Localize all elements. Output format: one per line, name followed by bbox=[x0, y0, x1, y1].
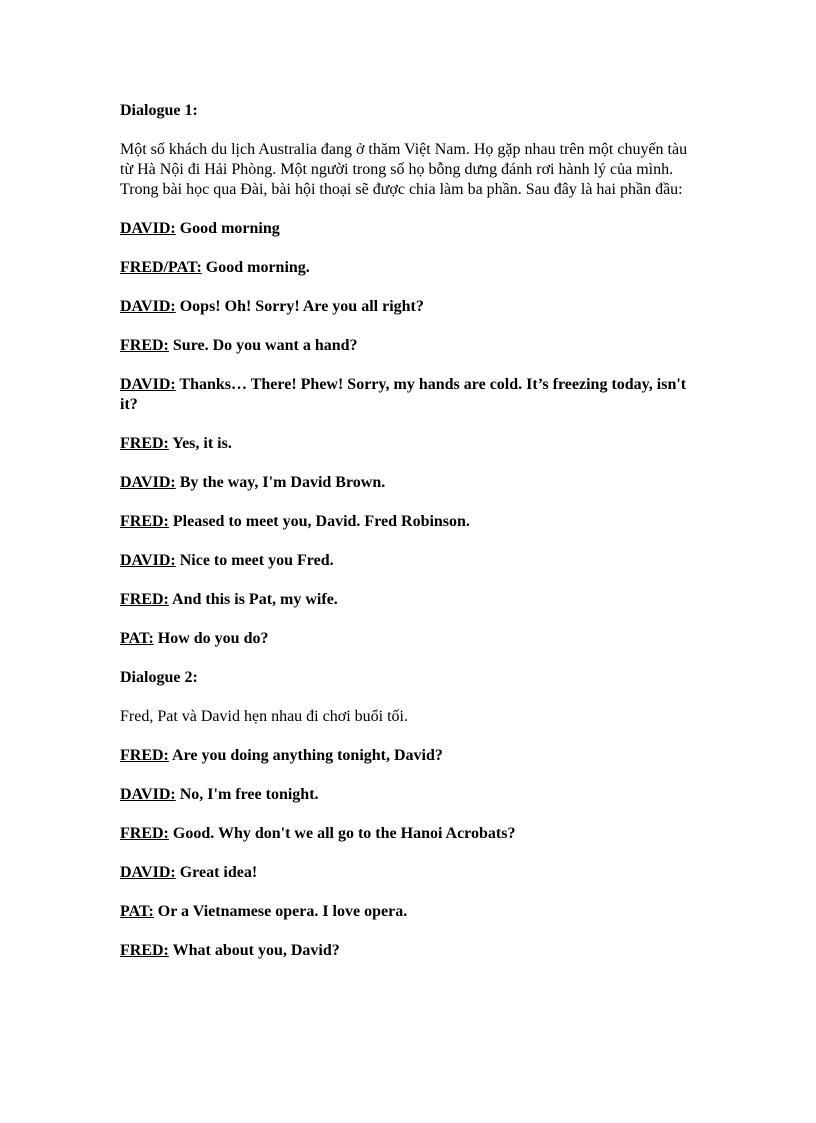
speaker-label: FRED: bbox=[120, 591, 169, 608]
dialogue-2-intro: Fred, Pat và David hẹn nhau đi chơi buổi tối. bbox=[120, 708, 408, 725]
line-text: Thanks… There! Phew! Sorry, my hands are cold. It’s freezing today, isn't it? bbox=[120, 376, 687, 413]
line-text: By the way, I'm David Brown. bbox=[175, 474, 386, 491]
dialogue-line bbox=[120, 551, 698, 571]
speaker-label: DAVID: bbox=[120, 786, 176, 803]
speaker-label: FRED: bbox=[120, 825, 169, 842]
speaker-label: FRED/PAT: bbox=[120, 259, 202, 276]
dialogue-2-heading: Dialogue 2: bbox=[120, 669, 198, 686]
dialogue-line bbox=[120, 941, 698, 961]
dialogue-line bbox=[120, 785, 698, 805]
dialogue-line bbox=[120, 336, 698, 356]
speaker-label: DAVID: bbox=[120, 298, 176, 315]
line-text: Yes, it is. bbox=[168, 435, 232, 452]
line-text: What about you, David? bbox=[168, 942, 340, 959]
dialogue-line bbox=[120, 824, 698, 844]
dialogue-line bbox=[120, 258, 698, 278]
line-text: Good. Why don't we all go to the Hanoi Acrobats? bbox=[168, 825, 516, 842]
dialogue-line bbox=[120, 375, 698, 415]
line-text: Oops! Oh! Sorry! Are you all right? bbox=[175, 298, 424, 315]
speaker-label: DAVID: bbox=[120, 474, 176, 491]
speaker-label: FRED: bbox=[120, 513, 169, 530]
dialogue-line bbox=[120, 746, 698, 766]
line-text: Are you doing anything tonight, David? bbox=[168, 747, 443, 764]
dialogue-line bbox=[120, 473, 698, 493]
dialogue-line bbox=[120, 434, 698, 454]
dialogue-line bbox=[120, 590, 698, 610]
line-text: Good morning. bbox=[201, 259, 310, 276]
line-text: Great idea! bbox=[175, 864, 258, 881]
document-body bbox=[120, 101, 698, 980]
dialogue-line bbox=[120, 219, 698, 239]
dialogue-line bbox=[120, 629, 698, 649]
dialogue-line bbox=[120, 863, 698, 883]
speaker-label: PAT: bbox=[120, 630, 154, 647]
speaker-label: DAVID: bbox=[120, 552, 176, 569]
speaker-label: FRED: bbox=[120, 337, 169, 354]
speaker-label: FRED: bbox=[120, 747, 169, 764]
dialogue-line bbox=[120, 297, 698, 317]
line-text: Good morning bbox=[175, 220, 280, 237]
speaker-label: FRED: bbox=[120, 435, 169, 452]
speaker-label: FRED: bbox=[120, 942, 169, 959]
dialogue-line bbox=[120, 512, 698, 532]
line-text: Nice to meet you Fred. bbox=[175, 552, 334, 569]
line-text: And this is Pat, my wife. bbox=[168, 591, 338, 608]
speaker-label: DAVID: bbox=[120, 376, 176, 393]
dialogue-1-intro: Một số khách du lịch Australia đang ở thăm Việt Nam. Họ gặp nhau trên một chuyến tàu từ Hà Nội đi Hải Phòng. Một người trong số họ bỗng dưng đánh rơi hành lý của mình. Trong bài học qua Đài, bài hội thoại sẽ được chia làm ba phần. Sau đây là hai phần đầu: bbox=[120, 141, 688, 198]
dialogue-1-heading: Dialogue 1: bbox=[120, 102, 198, 119]
line-text: No, I'm free tonight. bbox=[175, 786, 319, 803]
speaker-label: PAT: bbox=[120, 903, 154, 920]
dialogue-line bbox=[120, 902, 698, 922]
line-text: Or a Vietnamese opera. I love opera. bbox=[153, 903, 408, 920]
line-text: Sure. Do you want a hand? bbox=[168, 337, 358, 354]
line-text: Pleased to meet you, David. Fred Robinson. bbox=[168, 513, 470, 530]
line-text: How do you do? bbox=[153, 630, 269, 647]
speaker-label: DAVID: bbox=[120, 220, 176, 237]
speaker-label: DAVID: bbox=[120, 864, 176, 881]
